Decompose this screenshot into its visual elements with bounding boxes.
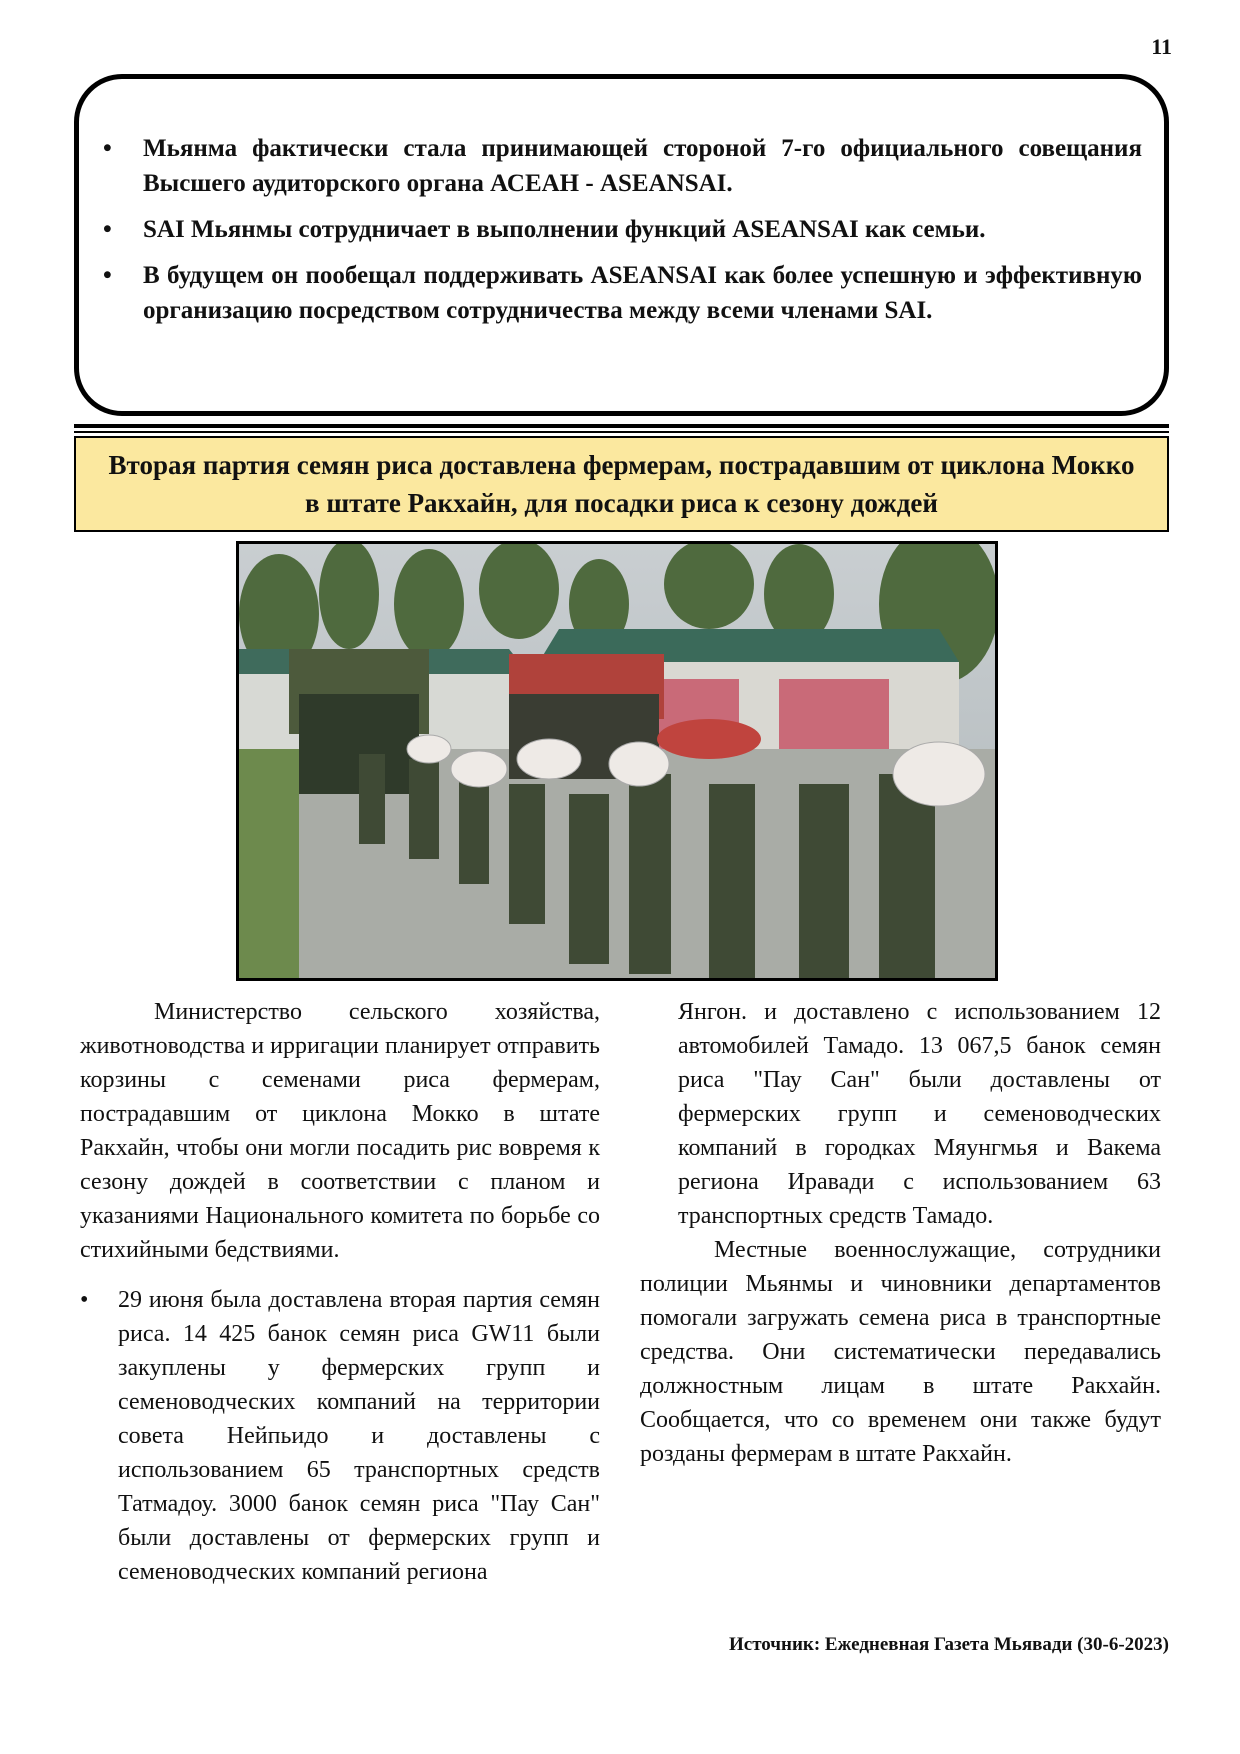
divider-thin xyxy=(74,431,1169,433)
highlight-item: • SAI Мьянмы сотрудничает в выполнении функций ASEANSAI как семьи. xyxy=(103,212,1142,247)
photo-illustration xyxy=(239,544,995,978)
article-column-right xyxy=(640,995,1161,1471)
article-headline: Вторая партия семян риса доставлена фермерам, пострадавшим от циклона Мокко в штате Ракхайн, для посадки риса к сезону дождей xyxy=(74,436,1169,532)
page-number: 11 xyxy=(1151,34,1172,59)
bullet-icon: • xyxy=(103,262,112,289)
highlight-item: • Мьянма фактически стала принимающей стороной 7-го официального совещания Высшего аудиторского органа АСЕАН - ASEANSAI. xyxy=(103,131,1142,201)
article-photo xyxy=(236,541,998,981)
highlights-box xyxy=(74,74,1169,416)
bullet-icon: • xyxy=(103,135,112,162)
article-paragraph: Местные военнослужащие, сотрудники полиции Мьянмы и чиновники департаментов помогали загружать семена риса в транспортные средства. Они систематически передавались должностным лицам в штате Ракхайн. Сообщается, что со временем они также будут розданы фермерам в штате Ракхайн. xyxy=(640,1237,1161,1467)
divider-thick xyxy=(74,424,1169,428)
article-column-left xyxy=(80,995,600,1589)
bullet-icon: • xyxy=(103,216,112,243)
article-bullet: • 29 июня была доставлена вторая партия семян риса. 14 425 банок семян риса GW11 были закуплены у фермерских групп и семеноводческих компаний на территории совета Нейпьидо и доставлены с использованием 65 транспортных средств Татмадоу. 3000 банок семян риса "Пау Сан" были доставлены от фермерских групп и семеноводческих компаний региона xyxy=(80,1283,600,1589)
article-bullet-continued: Янгон. и доставлено с использованием 12 автомобилей Тамадо. 13 067,5 банок семян риса "Пау Сан" были доставлены от фермерских групп и семеноводческих компаний в городках Мяунгмья и Вакема региона Иравади с использованием 63 транспортных средств Тамадо. xyxy=(678,999,1161,1229)
article-paragraph: Министерство сельского хозяйства, животноводства и ирригации планирует отправить корзины с семенами риса фермерам, пострадавшим от циклона Мокко в штате Ракхайн, чтобы они могли посадить рис вовремя к сезону дождей в соответствии с планом и указаниями Национального комитета по борьбе со стихийными бедствиями. xyxy=(80,999,600,1263)
highlight-item: • В будущем он пообещал поддерживать ASEANSAI как более успешную и эффективную организацию посредством сотрудничества между всеми членами SAI. xyxy=(103,258,1142,328)
bullet-icon: • xyxy=(80,1287,89,1313)
source-credit: Источник: Ежедневная Газета Мьявади (30-6-2023) xyxy=(729,1634,1169,1655)
highlights-list xyxy=(103,131,1142,339)
